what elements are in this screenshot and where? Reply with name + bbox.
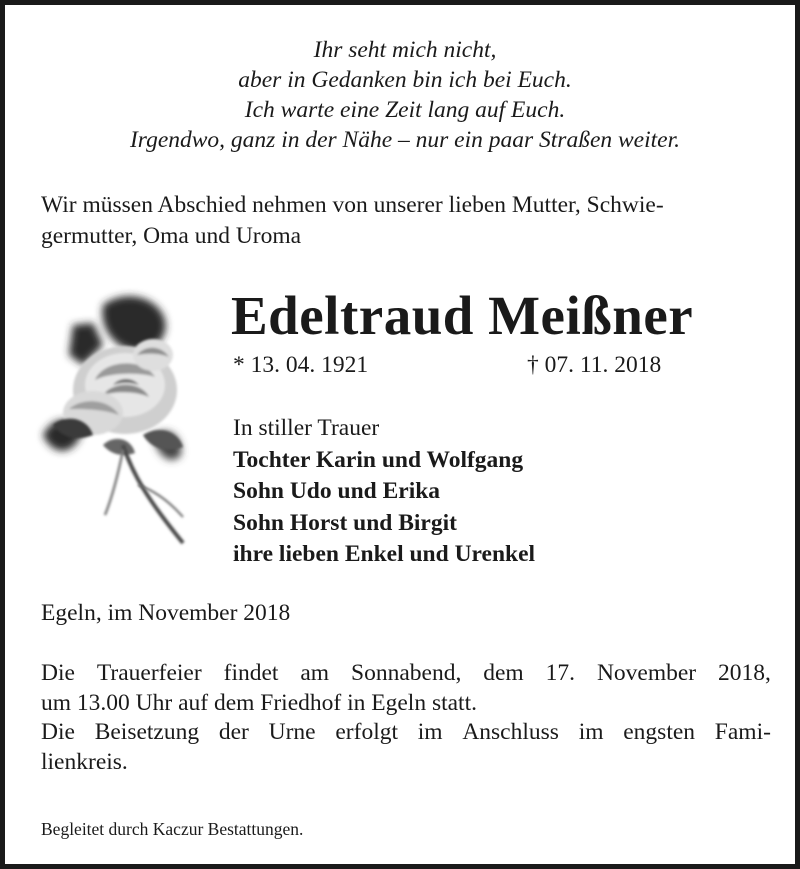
ceremony-word: engsten — [623, 719, 696, 745]
farewell-intro — [41, 190, 771, 252]
birth-date: * 13. 04. 1921 — [233, 352, 369, 378]
intro-line: Wir müssen Abschied nehmen von unserer lieben Mutter, Schwie- — [41, 192, 664, 218]
mourner-line: Tochter Karin und Wolfgang — [233, 446, 524, 473]
poem — [25, 35, 785, 155]
poem-line: aber in Gedanken bin ich bei Euch. — [238, 67, 572, 93]
ceremony-word: November — [596, 660, 697, 686]
death-date: † 07. 11. 2018 — [527, 352, 662, 378]
mourning-intro: In stiller Trauer — [233, 415, 380, 441]
ceremony-word: findet — [223, 660, 279, 686]
deceased-name: Edeltraud Meißner — [231, 285, 694, 346]
ceremony-word: im — [578, 719, 604, 745]
rose-illustration — [33, 285, 205, 555]
mourners-block — [233, 413, 535, 571]
ceremony-line — [41, 718, 771, 748]
poem-line: Ich warte eine Zeit lang auf Euch. — [244, 97, 566, 123]
ceremony-word: Die — [41, 719, 75, 745]
ceremony-word: Urne — [268, 719, 316, 745]
poem-line: Irgendwo, ganz in der Nähe – nur ein paar Straßen weiter. — [129, 127, 681, 153]
ceremony-word: Sonnabend, — [351, 660, 462, 686]
poem-line: Ihr seht mich nicht, — [313, 37, 497, 63]
funeral-home-credit: Begleitet durch Kaczur Bestattungen. — [41, 819, 304, 839]
ceremony-line: um 13.00 Uhr auf dem Friedhof in Egeln statt. — [41, 689, 477, 716]
ceremony-line: lienkreis. — [41, 748, 128, 775]
mourner-line: Sohn Udo und Erika — [233, 478, 441, 504]
ceremony-word: dem — [483, 660, 524, 686]
mourner-line: Sohn Horst und Birgit — [233, 509, 457, 536]
ceremony-word: Anschluss — [462, 719, 559, 745]
ceremony-word: 17. — [545, 660, 576, 686]
ceremony-word: der — [218, 719, 249, 745]
place-and-date: Egeln, im November 2018 — [41, 600, 291, 626]
ceremony-word: am — [300, 660, 330, 686]
ceremony-word: Beisetzung — [94, 719, 200, 745]
mourner-line: ihre lieben Enkel und Urenkel — [233, 541, 536, 567]
ceremony-word: 2018, — [718, 660, 771, 686]
ceremony-text — [41, 659, 771, 777]
ceremony-word: erfolgt — [335, 719, 398, 745]
ceremony-word: Trauerfeier — [96, 660, 202, 686]
ceremony-word: im — [417, 719, 443, 745]
ceremony-word: Die — [41, 660, 75, 686]
ceremony-line — [41, 659, 771, 689]
intro-line: germutter, Oma und Uroma — [41, 223, 302, 249]
ceremony-word: Fami- — [714, 719, 771, 745]
